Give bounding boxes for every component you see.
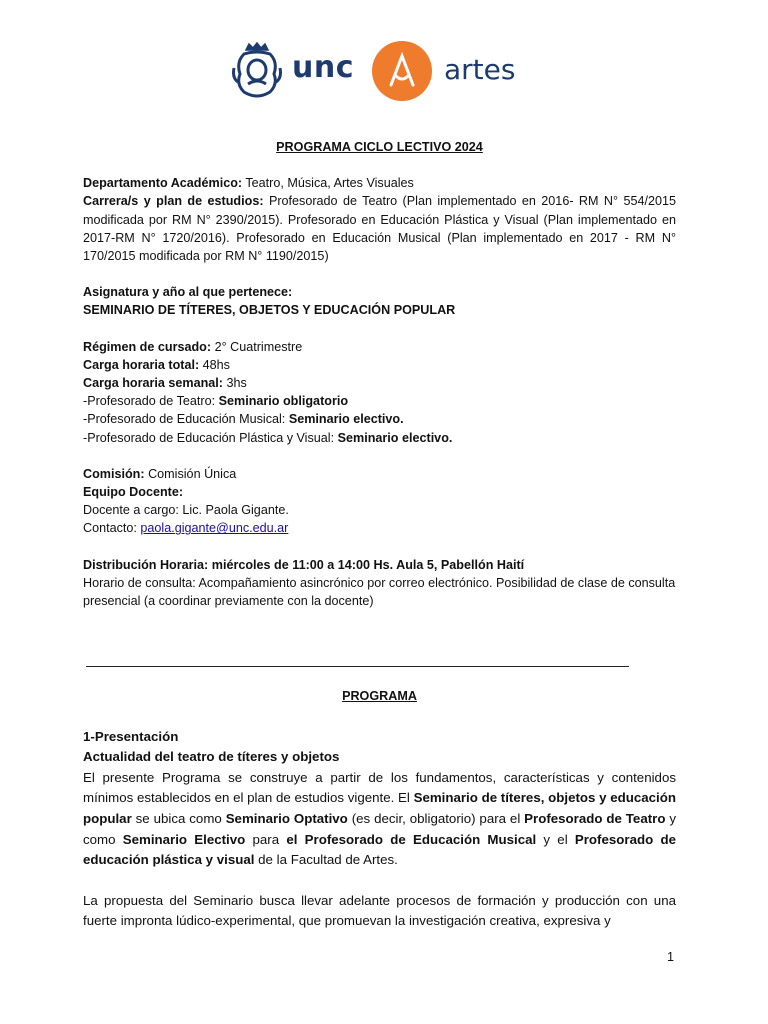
carga-semanal-value: 3hs: [223, 376, 247, 391]
comision-value: Comisión Única: [144, 466, 237, 481]
p1-text-g: y como: [83, 810, 676, 847]
presentacion-subtitle-text: Actualidad del teatro de títeres y objetos: [83, 749, 340, 765]
section-divider: [86, 666, 629, 667]
contacto-line: [83, 519, 676, 537]
carga-semanal-line: [83, 374, 676, 392]
p1-text-b: Seminario de títeres, objetos y educación popular: [83, 790, 676, 826]
p1-text-k: y el: [536, 831, 575, 847]
page-number: 1: [667, 950, 675, 964]
unc-logo-text: unc: [292, 50, 354, 85]
regimen-line: [83, 338, 676, 356]
carrera-value: Profesorado de Teatro (Plan implementado en 2016- RM N° 554/2015 modificada por RM N° 2390/2015). Profesorado en Educación Plástica y Visual (Plan implementado en 2017-RM N° 1720/2016). Profesorado en Educación Musical (Plan implementado en 2017 - RM N° 170/2015 modificada por RM N° 1190/2015): [83, 194, 676, 264]
header-logos: [232, 38, 522, 104]
p1-text-f: Profesorado de Teatro: [524, 810, 666, 826]
equipo-docente-text: Equipo Docente:: [83, 485, 184, 500]
departamento-label: Departamento Académico:: [83, 176, 243, 191]
p1-text-j: el Profesorado de Educación Musical: [286, 831, 537, 847]
carrera-label: Carrera/s y plan de estudios:: [83, 194, 264, 209]
prof-musical-label: -Profesorado de Educación Musical:: [83, 412, 289, 427]
docente-line: Docente a cargo: Lic. Paola Gigante.: [83, 503, 289, 518]
contacto-email-link[interactable]: paola.gigante@unc.edu.ar: [140, 521, 289, 536]
prof-plastica-value: Seminario electivo.: [337, 430, 453, 445]
programa-heading: PROGRAMA: [342, 689, 417, 703]
carga-total-label: Carga horaria total:: [83, 357, 200, 372]
artes-logo-text: artes: [444, 53, 516, 86]
asignatura-value: [83, 301, 676, 319]
artes-logo-circle: [372, 41, 432, 101]
p1-text-d: Seminario Optativo: [225, 810, 348, 826]
asignatura-label: [83, 283, 676, 301]
p1-text-c: se ubica como: [131, 810, 226, 826]
equipo-docente-label: [83, 483, 676, 501]
p1-text-h: Seminario Electivo: [122, 831, 246, 847]
programa-section: [83, 686, 676, 932]
prof-plastica-line: [83, 429, 676, 447]
p1-text-l: Profesorado de educación plástica y visual: [83, 831, 676, 868]
regimen-value: 2° Cuatrimestre: [211, 339, 303, 354]
prof-musical-value: Seminario electivo.: [288, 412, 404, 427]
presentacion-subtitle: [83, 747, 676, 768]
p1-text-e: (es decir, obligatorio) para el: [347, 810, 525, 826]
asignatura-label-text: Asignatura y año al que pertenece:: [83, 285, 293, 300]
prof-teatro-value: Seminario obligatorio: [218, 394, 349, 409]
presentacion-title-text: 1-Presentación: [83, 728, 179, 744]
unc-seal-icon: [232, 40, 282, 102]
regimen-label: Régimen de cursado:: [83, 339, 212, 354]
presentacion-paragraph-1: [83, 768, 676, 871]
departamento-line: [83, 174, 676, 192]
distribucion-text: Distribución Horaria: miércoles de 11:00 a 14:00 Hs. Aula 5, Pabellón Haití: [83, 557, 525, 572]
distribucion-line: [83, 556, 676, 574]
presentacion-title: [83, 727, 676, 748]
departamento-value: Teatro, Música, Artes Visuales: [242, 176, 414, 191]
comision-label: Comisión:: [83, 466, 145, 481]
carga-total-value: 48hs: [199, 357, 230, 372]
carga-semanal-label: Carga horaria semanal:: [83, 376, 223, 391]
p1-text-i: para: [245, 831, 287, 847]
contacto-label: Contacto:: [83, 521, 141, 536]
document-body: [83, 138, 676, 610]
carga-total-line: [83, 356, 676, 374]
comision-line: [83, 465, 676, 483]
artes-a-icon: [372, 41, 432, 101]
prof-teatro-label: -Profesorado de Teatro:: [83, 394, 219, 409]
prof-plastica-label: -Profesorado de Educación Plástica y Visual:: [83, 430, 338, 445]
prof-teatro-line: [83, 392, 676, 410]
asignatura-value-text: SEMINARIO DE TÍTERES, OBJETOS Y EDUCACIÓN POPULAR: [83, 303, 456, 318]
prof-musical-line: [83, 410, 676, 428]
page-title: PROGRAMA CICLO LECTIVO 2024: [276, 140, 483, 154]
p1-text-m: de la Facultad de Artes.: [254, 852, 398, 868]
consulta-paragraph: Horario de consulta: Acompañamiento asincrónico por correo electrónico. Posibilidad de clase de consulta presencial (a coordinar previamente con la docente): [83, 575, 676, 609]
p1-text-a: El presente Programa se construye a partir de los fundamentos, características y contenidos mínimos establecidos en el plan de estudios vigente. El: [83, 769, 676, 806]
carrera-paragraph: [83, 192, 676, 265]
presentacion-paragraph-2: La propuesta del Seminario busca llevar adelante procesos de formación y producción con una fuerte impronta lúdico-experimental, que promuevan la investigación creativa, expresiva y: [83, 892, 676, 929]
